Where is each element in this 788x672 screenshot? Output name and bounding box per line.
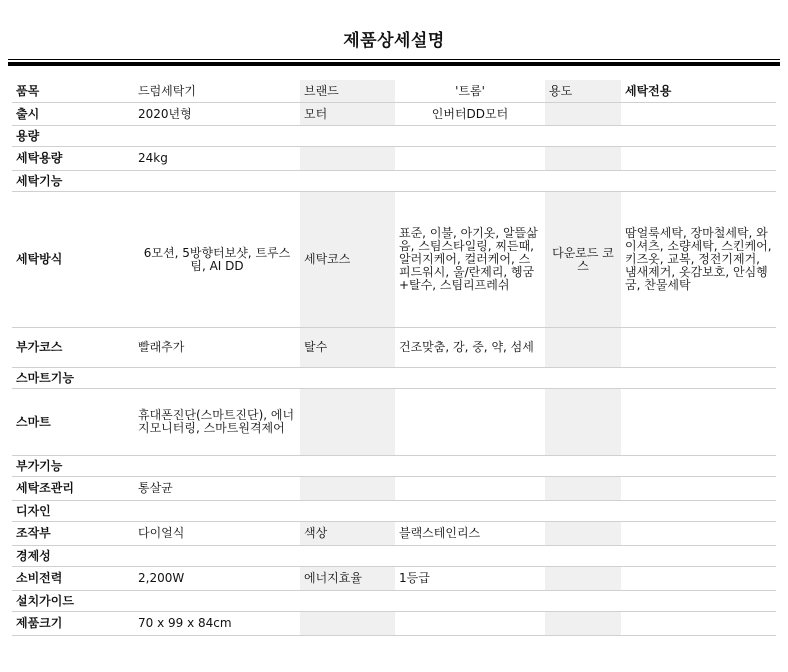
section-heading: 스마트기능 — [12, 368, 776, 389]
spec-value: 인버터DD모터 — [395, 103, 545, 126]
spec-value-empty — [621, 328, 776, 368]
spec-label-empty — [300, 477, 395, 501]
table-row — [12, 477, 776, 501]
spec-table — [12, 80, 776, 636]
spec-value: 24kg — [134, 147, 300, 171]
table-row — [12, 567, 776, 591]
section-row — [12, 501, 776, 522]
section-row — [12, 456, 776, 477]
spec-value-empty — [395, 477, 545, 501]
section-row — [12, 171, 776, 192]
spec-value: 다이얼식 — [134, 522, 300, 546]
spec-value-empty — [621, 147, 776, 171]
section-heading: 세탁기능 — [12, 171, 776, 192]
spec-label-empty — [545, 103, 621, 126]
spec-label: 스마트 — [12, 389, 134, 456]
spec-label-empty — [300, 147, 395, 171]
spec-label-empty — [545, 612, 621, 636]
table-row — [12, 192, 776, 328]
spec-label: 브랜드 — [300, 80, 395, 103]
spec-value: 70 x 99 x 84cm — [134, 612, 300, 636]
spec-label: 모터 — [300, 103, 395, 126]
table-row — [12, 147, 776, 171]
spec-label: 세탁용량 — [12, 147, 134, 171]
spec-value: 표준, 이불, 아기옷, 알뜰삶음, 스팀스타일링, 찌든때, 알러지케어, 컬러케어, 스피드워시, 울/란제리, 헹굼+탈수, 스팀리프레쉬 — [395, 192, 545, 328]
spec-label: 제품크기 — [12, 612, 134, 636]
spec-label-empty — [545, 567, 621, 591]
spec-value-empty — [621, 477, 776, 501]
spec-value: 드럼세탁기 — [134, 80, 300, 103]
spec-value: 2020년형 — [134, 103, 300, 126]
spec-value: 휴대폰진단(스마트진단), 에너지모니터링, 스마트원격제어 — [134, 389, 300, 456]
section-row — [12, 591, 776, 612]
spec-label-empty — [300, 389, 395, 456]
spec-label-empty — [545, 147, 621, 171]
spec-label: 세탁코스 — [300, 192, 395, 328]
section-heading: 설치가이드 — [12, 591, 776, 612]
spec-label: 에너지효율 — [300, 567, 395, 591]
page-title: 제품상세설명 — [343, 31, 445, 51]
spec-value: 건조맞춤, 강, 중, 약, 섬세 — [395, 328, 545, 368]
section-row — [12, 368, 776, 389]
spec-value: 1등급 — [395, 567, 545, 591]
table-row — [12, 103, 776, 126]
spec-value: 통살균 — [134, 477, 300, 501]
spec-label: 출시 — [12, 103, 134, 126]
spec-value-empty — [621, 103, 776, 126]
section-heading: 경제성 — [12, 546, 776, 567]
spec-value: 세탁전용 — [621, 80, 776, 103]
section-row — [12, 126, 776, 147]
spec-value: 빨래추가 — [134, 328, 300, 368]
spec-value-empty — [621, 567, 776, 591]
title-divider-thick — [8, 62, 780, 66]
spec-value: 6모션, 5방향터보샷, 트루스팀, AI DD — [134, 192, 300, 328]
spec-value-empty — [621, 522, 776, 546]
spec-label: 색상 — [300, 522, 395, 546]
spec-label: 조작부 — [12, 522, 134, 546]
table-row — [12, 328, 776, 368]
spec-value-empty — [621, 612, 776, 636]
spec-label-empty — [545, 522, 621, 546]
table-row — [12, 80, 776, 103]
spec-label: 세탁방식 — [12, 192, 134, 328]
spec-value: 블랙스테인리스 — [395, 522, 545, 546]
table-row — [12, 612, 776, 636]
spec-label: 소비전력 — [12, 567, 134, 591]
spec-value-empty — [621, 389, 776, 456]
spec-value-empty — [395, 612, 545, 636]
section-heading: 디자인 — [12, 501, 776, 522]
spec-label: 세탁조관리 — [12, 477, 134, 501]
spec-label-empty — [300, 612, 395, 636]
spec-label-empty — [545, 389, 621, 456]
spec-label: 품목 — [12, 80, 134, 103]
spec-label: 부가코스 — [12, 328, 134, 368]
spec-value: 2,200W — [134, 567, 300, 591]
section-heading: 용량 — [12, 126, 776, 147]
title-divider-thin — [8, 59, 780, 60]
section-row — [12, 546, 776, 567]
spec-label: 탈수 — [300, 328, 395, 368]
table-row — [12, 522, 776, 546]
spec-label: 용도 — [545, 80, 621, 103]
table-row — [12, 389, 776, 456]
spec-label-empty — [545, 477, 621, 501]
spec-value: '트롬' — [395, 80, 545, 103]
spec-value: 땀얼룩세탁, 장마철세탁, 와이셔츠, 소량세탁, 스킨케어, 키즈옷, 교복, 정전기제거, 냄새제거, 옷감보호, 안심헹굼, 찬물세탁 — [621, 192, 776, 328]
spec-label: 다운로드 코스 — [545, 192, 621, 328]
spec-label-empty — [545, 328, 621, 368]
spec-value-empty — [395, 389, 545, 456]
section-heading: 부가기능 — [12, 456, 776, 477]
spec-value-empty — [395, 147, 545, 171]
